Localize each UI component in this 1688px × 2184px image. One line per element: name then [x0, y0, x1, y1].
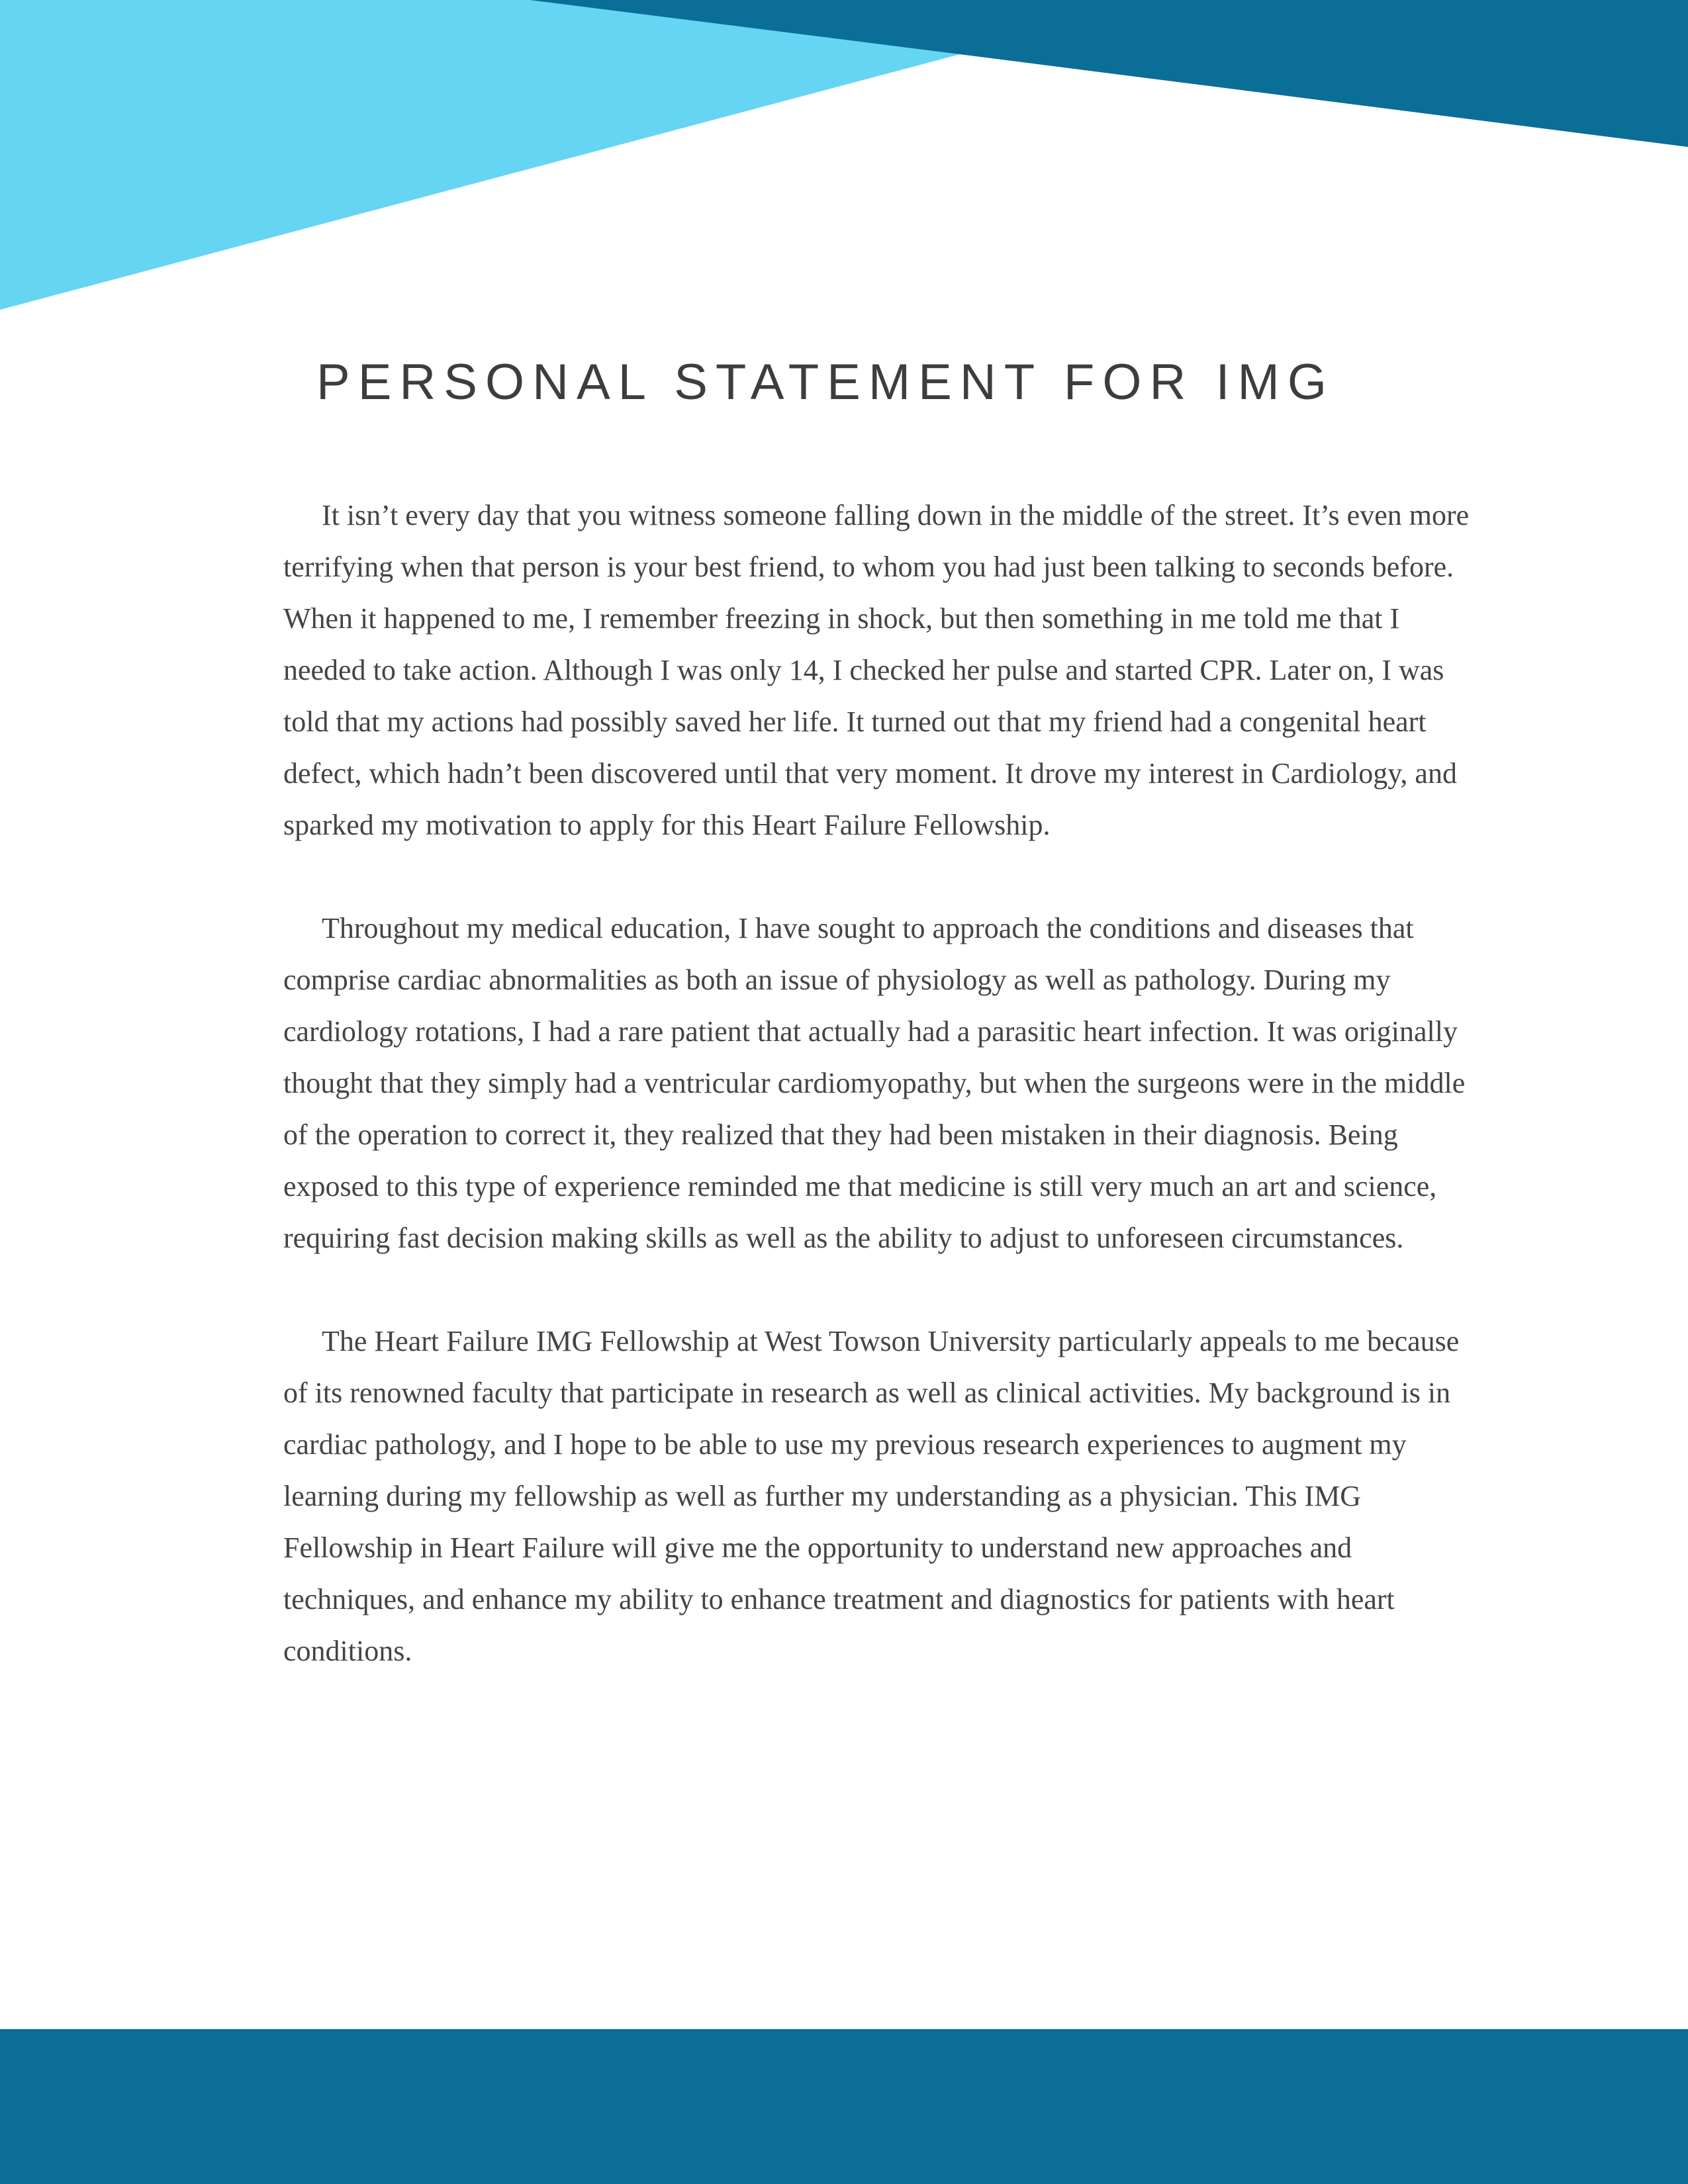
- paragraph: It isn’t every day that you witness someone falling down in the middle of the street. It’s even more terrifying when that person is your best friend, to whom you had just been talking to seconds before. When it happened to me, I remember freezing in shock, but then something in me told me that I needed to take action. Although I was only 14, I checked her pulse and started CPR. Later on, I was told that my actions had possibly saved her life. It turned out that my friend had a congenital heart defect, which hadn’t been discovered until that very moment. It drove my interest in Cardiology, and sparked my motivation to apply for this Heart Failure Fellowship.: [283, 499, 1470, 841]
- paragraph: The Heart Failure IMG Fellowship at West Towson University particularly appeals to me because of its renowned faculty that participate in research as well as clinical activities. My background is in cardiac pathology, and I hope to be able to use my previous research experiences to augment my learning during my fellowship as well as further my understanding as a physician. This IMG Fellowship in Heart Failure will give me the opportunity to understand new approaches and techniques, and enhance my ability to enhance treatment and diagnostics for patients with heart conditions.: [283, 1325, 1460, 1667]
- paragraph: Throughout my medical education, I have sought to approach the conditions and diseases that comprise cardiac abnormalities as both an issue of physiology as well as pathology. During my cardiology rotations, I had a rare patient that actually had a parasitic heart infection. It was originally thought that they simply had a ventricular cardiomyopathy, but when the surgeons were in the middle of the operation to correct it, they realized that they had been mistaken in their diagnosis. Being exposed to this type of experience reminded me that medicine is still very much an art and science, requiring fast decision making skills as well as the ability to adjust to unforeseen circumstances.: [283, 912, 1466, 1254]
- footer-band: [0, 2029, 1688, 2184]
- statement-body: [283, 490, 1475, 1729]
- header-decoration: [0, 0, 1688, 311]
- page-title: PERSONAL STATEMENT FOR IMG: [316, 354, 1335, 410]
- light-blue-triangle: [0, 0, 960, 310]
